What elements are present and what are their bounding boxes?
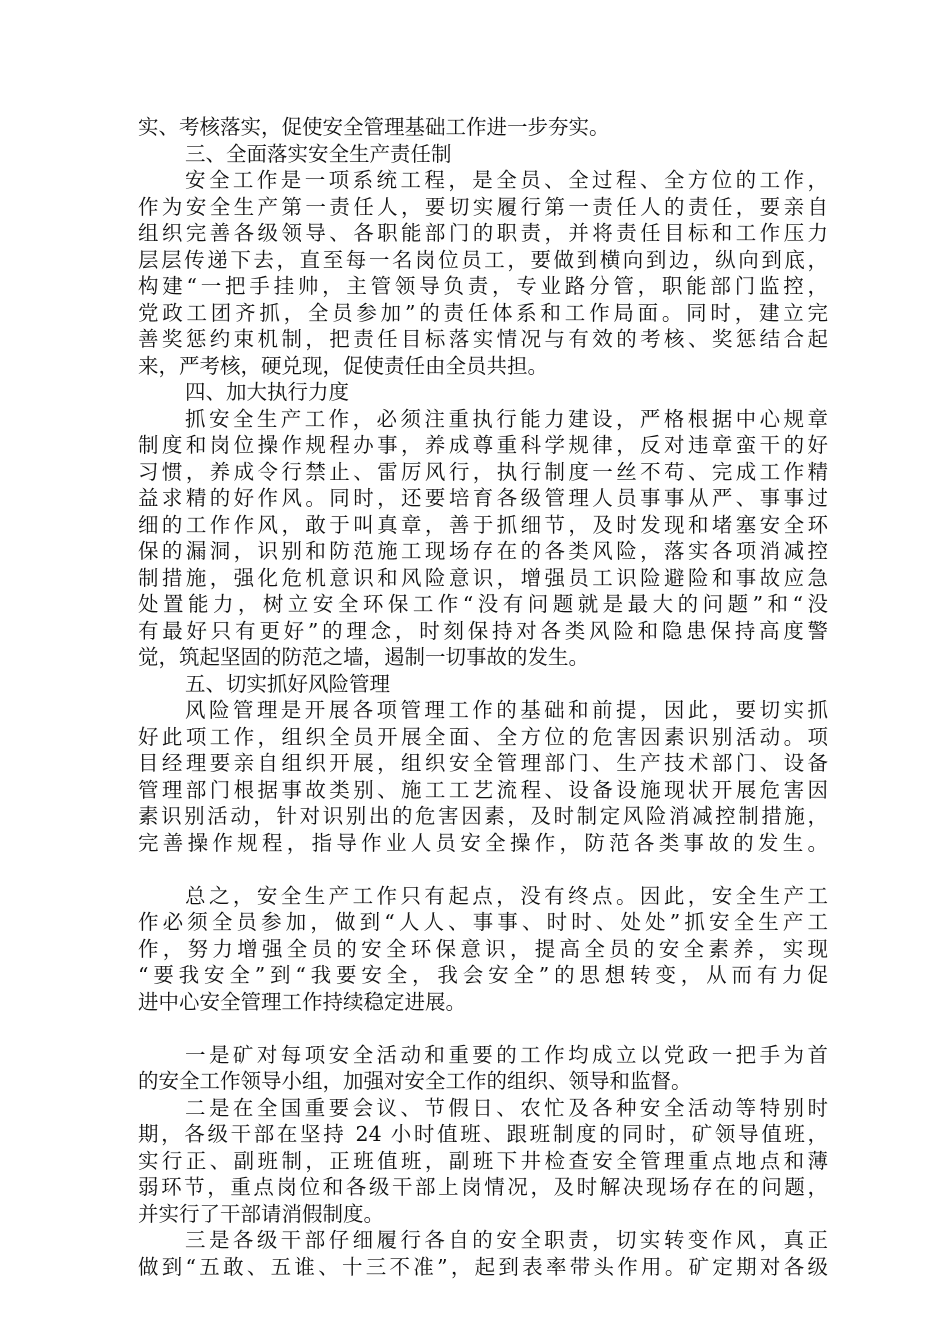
text-line: 三、全面落实安全生产责任制 <box>185 141 452 166</box>
text-line: “要我安全”到“我要安全，我会安全”的思想转变，从而有力促 <box>138 963 828 987</box>
text-line: 总之，安全生产工作只有起点，没有终点。因此，安全生产工 <box>185 883 828 908</box>
text-line: 党政工团齐抓，全员参加”的责任体系和工作局面。同时，建立完 <box>138 300 828 325</box>
text-line: 善奖惩约束机制，把责任目标落实情况与有效的考核、奖惩结合起 <box>138 327 828 351</box>
text-line: 素识别活动，针对识别出的危害因素，及时制定风险消减控制措施， <box>138 804 828 828</box>
text-line: 期，各级干部在坚持 24 小时值班、跟班制度的同时，矿领导值班， <box>138 1122 828 1146</box>
text-line: 实、考核落实，促使安全管理基础工作进一步夯实。 <box>138 115 610 139</box>
text-line: 风险管理是开展各项管理工作的基础和前提，因此，要切实抓 <box>185 698 828 722</box>
text-line: 组织完善各级领导、各职能部门的职责，并将责任目标和工作压力 <box>138 221 828 245</box>
text-line: 作为安全生产第一责任人，要切实履行第一责任人的责任，要亲自 <box>138 194 828 219</box>
text-line: 进中心安全管理工作持续稳定进展。 <box>138 989 466 1014</box>
text-line: 好此项工作，组织全员开展全面、全方位的危害因素识别活动。项 <box>138 724 828 749</box>
text-line: 细的工作作风，敢于叫真章，善于抓细节，及时发现和堵塞安全环 <box>138 512 828 537</box>
text-line: 实行正、副班制，正班值班，副班下井检查安全管理重点地点和薄 <box>138 1148 828 1173</box>
text-line: 二是在全国重要会议、节假日、农忙及各种安全活动等特别时 <box>185 1095 828 1120</box>
text-line: 益求精的好作风。同时，还要培育各级管理人员事事从严、事事过 <box>138 486 828 510</box>
text-line: 并实行了干部请消假制度。 <box>138 1201 384 1226</box>
text-line: 抓安全生产工作，必须注重执行能力建设，严格根据中心规章 <box>185 406 828 431</box>
text-line: 作必须全员参加，做到“人人、事事、时时、处处”抓安全生产工 <box>138 910 828 934</box>
blank-line <box>138 1015 828 1042</box>
text-line: 目经理要亲自组织开展，组织安全管理部门、生产技术部门、设备 <box>138 751 828 775</box>
text-line: 保的漏洞，识别和防范施工现场存在的各类风险，落实各项消减控 <box>138 539 828 563</box>
text-line: 四、加大执行力度 <box>185 380 349 404</box>
text-line: 管理部门根据事故类别、施工工艺流程、设备设施现状开展危害因 <box>138 777 828 802</box>
text-line: 处置能力，树立安全环保工作“没有问题就是最大的问题”和“没 <box>138 592 828 616</box>
blank-line <box>138 856 828 883</box>
text-line: 安全工作是一项系统工程，是全员、全过程、全方位的工作， <box>185 168 828 192</box>
text-line: 觉，筑起坚固的防范之墙，遏制一切事故的发生。 <box>138 645 589 669</box>
text-line: 作，努力增强全员的安全环保意识，提高全员的安全素养，实现 <box>138 936 828 961</box>
text-line: 来，严考核，硬兑现，促使责任由全员共担。 <box>138 353 548 378</box>
text-line: 构建“一把手挂帅，主管领导负责，专业路分管，职能部门监控， <box>138 274 828 298</box>
text-line: 一是矿对每项安全活动和重要的工作均成立以党政一把手为首 <box>185 1042 828 1067</box>
text-line: 五、切实抓好风险管理 <box>185 671 390 696</box>
text-line: 弱环节，重点岗位和各级干部上岗情况，及时解决现场存在的问题， <box>138 1175 828 1199</box>
text-line: 习惯，养成令行禁止、雷厉风行，执行制度一丝不苟、完成工作精 <box>138 459 828 484</box>
text-line: 做到“五敢、五谁、十三不准”，起到表率带头作用。矿定期对各级 <box>138 1254 828 1279</box>
text-line: 层层传递下去，直至每一名岗位员工，要做到横向到边，纵向到底， <box>138 247 828 272</box>
document-body <box>138 114 828 1280</box>
text-line: 制度和岗位操作规程办事，养成尊重科学规律，反对违章蛮干的好 <box>138 433 828 457</box>
text-line: 的安全工作领导小组，加强对安全工作的组织、领导和监督。 <box>138 1069 692 1093</box>
text-line: 完善操作规程，指导作业人员安全操作，防范各类事故的发生。 <box>138 830 828 855</box>
text-line: 三是各级干部仔细履行各自的安全职责，切实转变作风，真正 <box>185 1228 828 1252</box>
text-line: 制措施，强化危机意识和风险意识，增强员工识险避险和事故应急 <box>138 565 828 590</box>
text-line: 有最好只有更好”的理念，时刻保持对各类风险和隐患保持高度警 <box>138 618 828 643</box>
